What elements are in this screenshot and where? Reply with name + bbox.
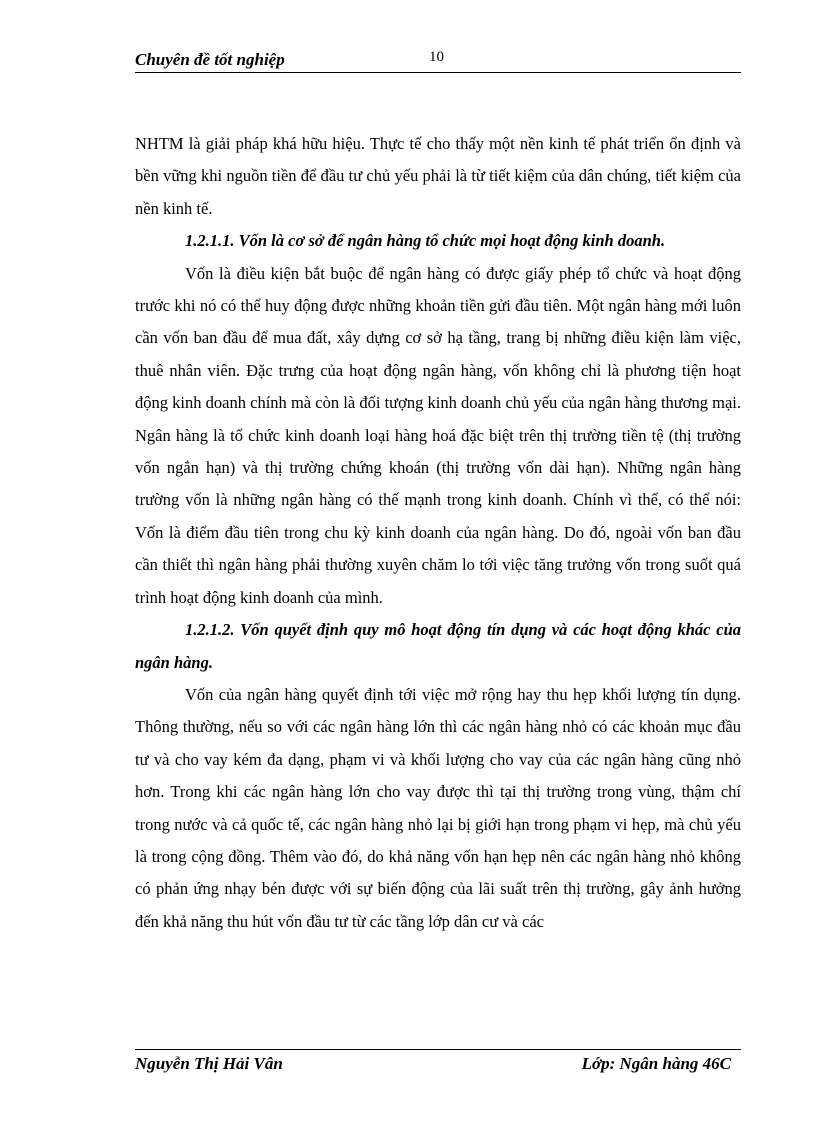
section-heading-1-2-1-1: 1.2.1.1. Vốn là cơ sở để ngân hàng tổ chức mọi hoạt động kinh doanh. xyxy=(185,231,666,251)
document-body xyxy=(135,128,741,938)
page-number: 10 xyxy=(429,49,444,65)
document-title: Chuyên đề tốt nghiệp xyxy=(135,50,285,69)
paragraph-1: NHTM là giải pháp khá hữu hiệu. Thực tế cho thấy một nền kinh tế phát triển ổn định và bền vững khi nguồn tiền để đầu tư chủ yếu phải là từ tiết kiệm của dân chúng, tiết kiệm của nền kinh tế. xyxy=(135,134,741,218)
paragraph-2: Vốn là điều kiện bắt buộc để ngân hàng có được giấy phép tổ chức và hoạt động trước khi nó có thể huy động được những khoản tiền gửi đầu tiên. Một ngân hàng mới luôn cần vốn ban đầu để mua đất, xây dựng cơ sở hạ tầng, trang bị những điều kiện làm việc, thuê nhân viên. Đặc trưng của hoạt động ngân hàng, vốn không chỉ là phương tiện hoạt động kinh doanh chính mà còn là đối tượng kinh doanh chủ yếu của ngân hàng thương mại. Ngân hàng là tổ chức kinh doanh loại hàng hoá đặc biệt trên thị trường tiền tệ (thị trường vốn ngắn hạn) và thị trường chứng khoán (thị trường vốn dài hạn). Những ngân hàng trường vốn là những ngân hàng có thế mạnh trong kinh doanh. Chính vì thế, có thể nói: Vốn là điểm đầu tiên trong chu kỳ kinh doanh của ngân hàng. Do đó, ngoài vốn ban đầu cần thiết thì ngân hàng phải thường xuyên chăm lo tới việc tăng trưởng vốn trong suốt quá trình hoạt động kinh doanh của mình. xyxy=(135,263,741,607)
page-footer xyxy=(135,1049,741,1080)
author-name: Nguyễn Thị Hải Vân xyxy=(135,1054,283,1073)
paragraph-3: Vốn của ngân hàng quyết định tới việc mở rộng hay thu hẹp khối lượng tín dụng. Thông thường, nếu so với các ngân hàng lớn thì các ngân hàng nhỏ có các khoản mục đầu tư và cho vay kém đa dạng, phạm vi và khối lượng cho vay của các ngân hàng cũng nhỏ hơn. Trong khi các ngân hàng lớn cho vay được thì tại thị trường trong vùng, thậm chí trong nước và cả quốc tế, các ngân hàng nhỏ lại bị giới hạn trong phạm vi hẹp, mà chủ yếu là trong cộng đồng. Thêm vào đó, do khả năng vốn hạn hẹp nên các ngân hàng nhỏ không có phản ứng nhạy bén được với sự biến động của lãi suất trên thị trường, gây ảnh hưởng đến khả năng thu hút vốn đầu tư từ các tầng lớp dân cư và các xyxy=(135,684,741,931)
page-header xyxy=(135,46,741,73)
class-label: Lớp: Ngân hàng 46C xyxy=(581,1054,731,1073)
section-heading-1-2-1-2: 1.2.1.2. Vốn quyết định quy mô hoạt động tín dụng và các hoạt động khác của ngân hàng. xyxy=(135,620,741,672)
